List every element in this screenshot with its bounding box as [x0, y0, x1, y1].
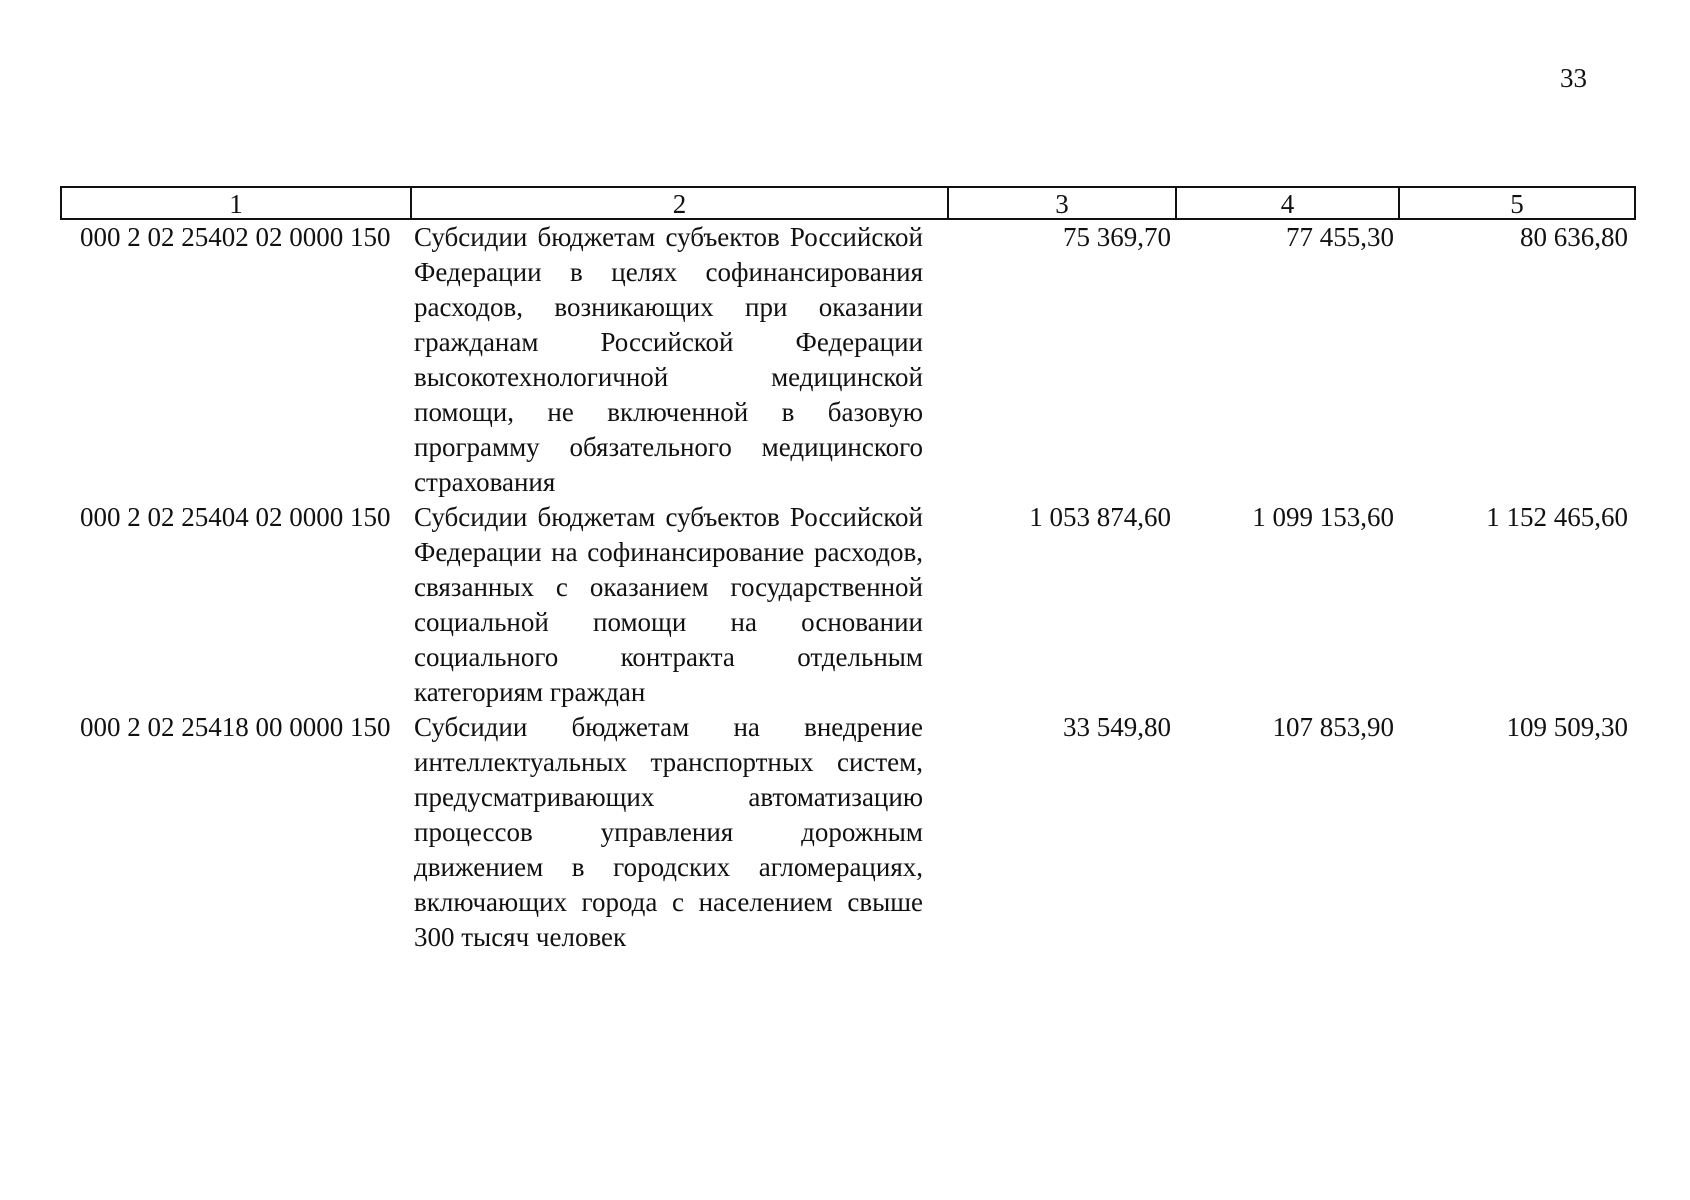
row-code: 000 2 02 25404 02 0000 150: [80, 502, 391, 532]
table-row: [60, 220, 1636, 500]
row-value-col4: 1 099 153,60: [1252, 502, 1394, 532]
row-value-col3: 75 369,70: [1063, 222, 1171, 252]
column-header-5: 5: [1510, 189, 1524, 219]
row-value-col5: 109 509,30: [1506, 712, 1628, 742]
column-header-1: 1: [62, 188, 412, 218]
row-value-col5: 80 636,80: [1520, 222, 1628, 252]
column-header-4: 4: [1177, 188, 1400, 218]
row-description: Субсидии бюджетам на внедрение интеллектуальных транспортных систем, предусматривающих автоматизацию процессов управления дорожным движением в городских агломерациях, включающих города с населением свыше 300 тысяч человек: [414, 712, 923, 952]
row-value-col3: 33 549,80: [1063, 712, 1171, 742]
row-value-col3: 1 053 874,60: [1029, 502, 1171, 532]
table-row: [60, 500, 1636, 710]
table-header-row: [60, 186, 1636, 220]
column-header-3: 3: [949, 188, 1177, 218]
row-description: Субсидии бюджетам субъектов Российской Федерации на софинансирование расходов, связанных с оказанием государственной социальной помощи на основании социального контракта отдельным категориям граждан: [414, 502, 923, 707]
row-value-col4: 77 455,30: [1286, 222, 1394, 252]
row-description: Субсидии бюджетам субъектов Российской Федерации в целях софинансирования расходов, возникающих при оказании гражданам Российской Федерации высокотехнологичной медицинской помощи, не включенной в базовую программу обязательного медицинского страхования: [414, 222, 923, 497]
page-number: 33: [1560, 63, 1587, 93]
column-header-2: 2: [412, 188, 949, 218]
row-code: 000 2 02 25402 02 0000 150: [80, 222, 391, 252]
table-row: [60, 710, 1636, 955]
budget-table: [60, 186, 1636, 955]
row-value-col4: 107 853,90: [1272, 712, 1394, 742]
row-value-col5: 1 152 465,60: [1486, 502, 1628, 532]
row-code: 000 2 02 25418 00 0000 150: [80, 712, 391, 742]
